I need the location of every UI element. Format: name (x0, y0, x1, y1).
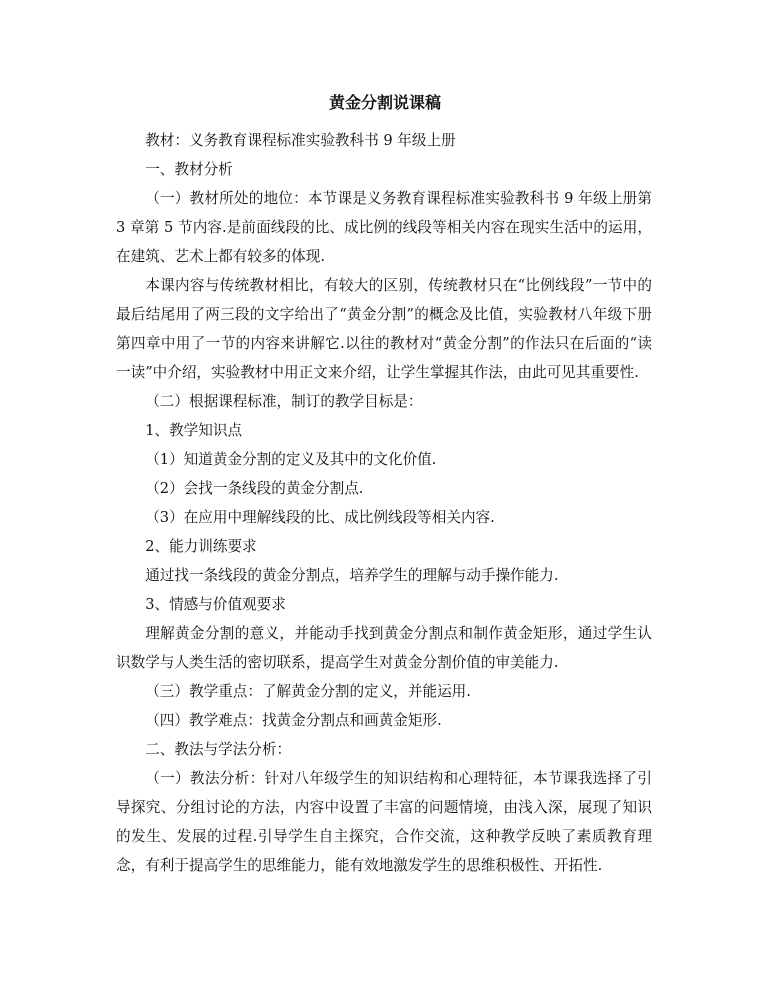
teaching-focus: （三）教学重点：了解黄金分割的定义，并能运用. (145, 683, 471, 700)
paragraph-ability-training: 通过找一条线段的黄金分割点，培养学生的理解与动手操作能力. (145, 567, 559, 584)
item-knowledge-points: 1、教学知识点 (145, 422, 243, 439)
section-heading-methods: 二、教法与学法分析： (145, 741, 292, 758)
document-body (116, 126, 652, 880)
paragraph-teaching-method: （一）教法分析：针对八年级学生的知识结构和心理特征，本节课我选择了引导探究、分组讨论的方法，内容中设置了丰富的问题情境，由浅入深，展现了知识的发生、发展的过程.引导学生自主探究，合作交流，这种教学反映了素质教育理念，有利于提高学生的思维能力，能有效地激发学生的思维积极性、开拓性. (116, 770, 652, 874)
goal-item-3: （3）在应用中理解线段的比、成比例线段等相关内容. (145, 509, 495, 526)
paragraph-textbook-position: （一）教材所处的地位：本节课是义务教育课程标准实验教科书 9 年级上册第 3 章第 5 节内容.是前面线段的比、成比例的线段等相关内容在现实生活中的运用，在建筑、艺术上都有较多的体现. (116, 190, 652, 265)
paragraph-comparison: 本课内容与传统教材相比，有较大的区别，传统教材只在“比例线段”一节中的最后结尾用了两三段的文字给出了“黄金分割”的概念及比值，实验教材八年级下册第四章中用了一节的内容来讲解它.以往的教材对“黄金分割”的作法只在后面的“读一读”中介绍，实验教材中用正文来介绍，让学生掌握其作法，由此可见其重要性. (116, 277, 652, 381)
goal-item-2: （2）会找一条线段的黄金分割点. (145, 480, 364, 497)
paragraph-emotion-values: 理解黄金分割的意义，并能动手找到黄金分割点和制作黄金矩形，通过学生认识数学与人类生活的密切联系，提高学生对黄金分割价值的审美能力. (116, 625, 652, 671)
item-ability-training: 2、能力训练要求 (145, 538, 257, 555)
teaching-difficulty: （四）教学难点：找黄金分割点和画黄金矩形. (145, 712, 442, 729)
item-emotion-values: 3、情感与价值观要求 (145, 596, 286, 613)
goal-item-1: （1）知道黄金分割的定义及其中的文化价值. (145, 451, 437, 468)
document-title: 黄金分割说课稿 (328, 93, 441, 112)
textbook-info: 教材：义务教育课程标准实验教科书 9 年级上册 (145, 132, 456, 149)
subheading-teaching-goals: （二）根据课程标准，制订的教学目标是： (145, 393, 423, 410)
section-heading-textbook-analysis: 一、教材分析 (145, 161, 233, 178)
